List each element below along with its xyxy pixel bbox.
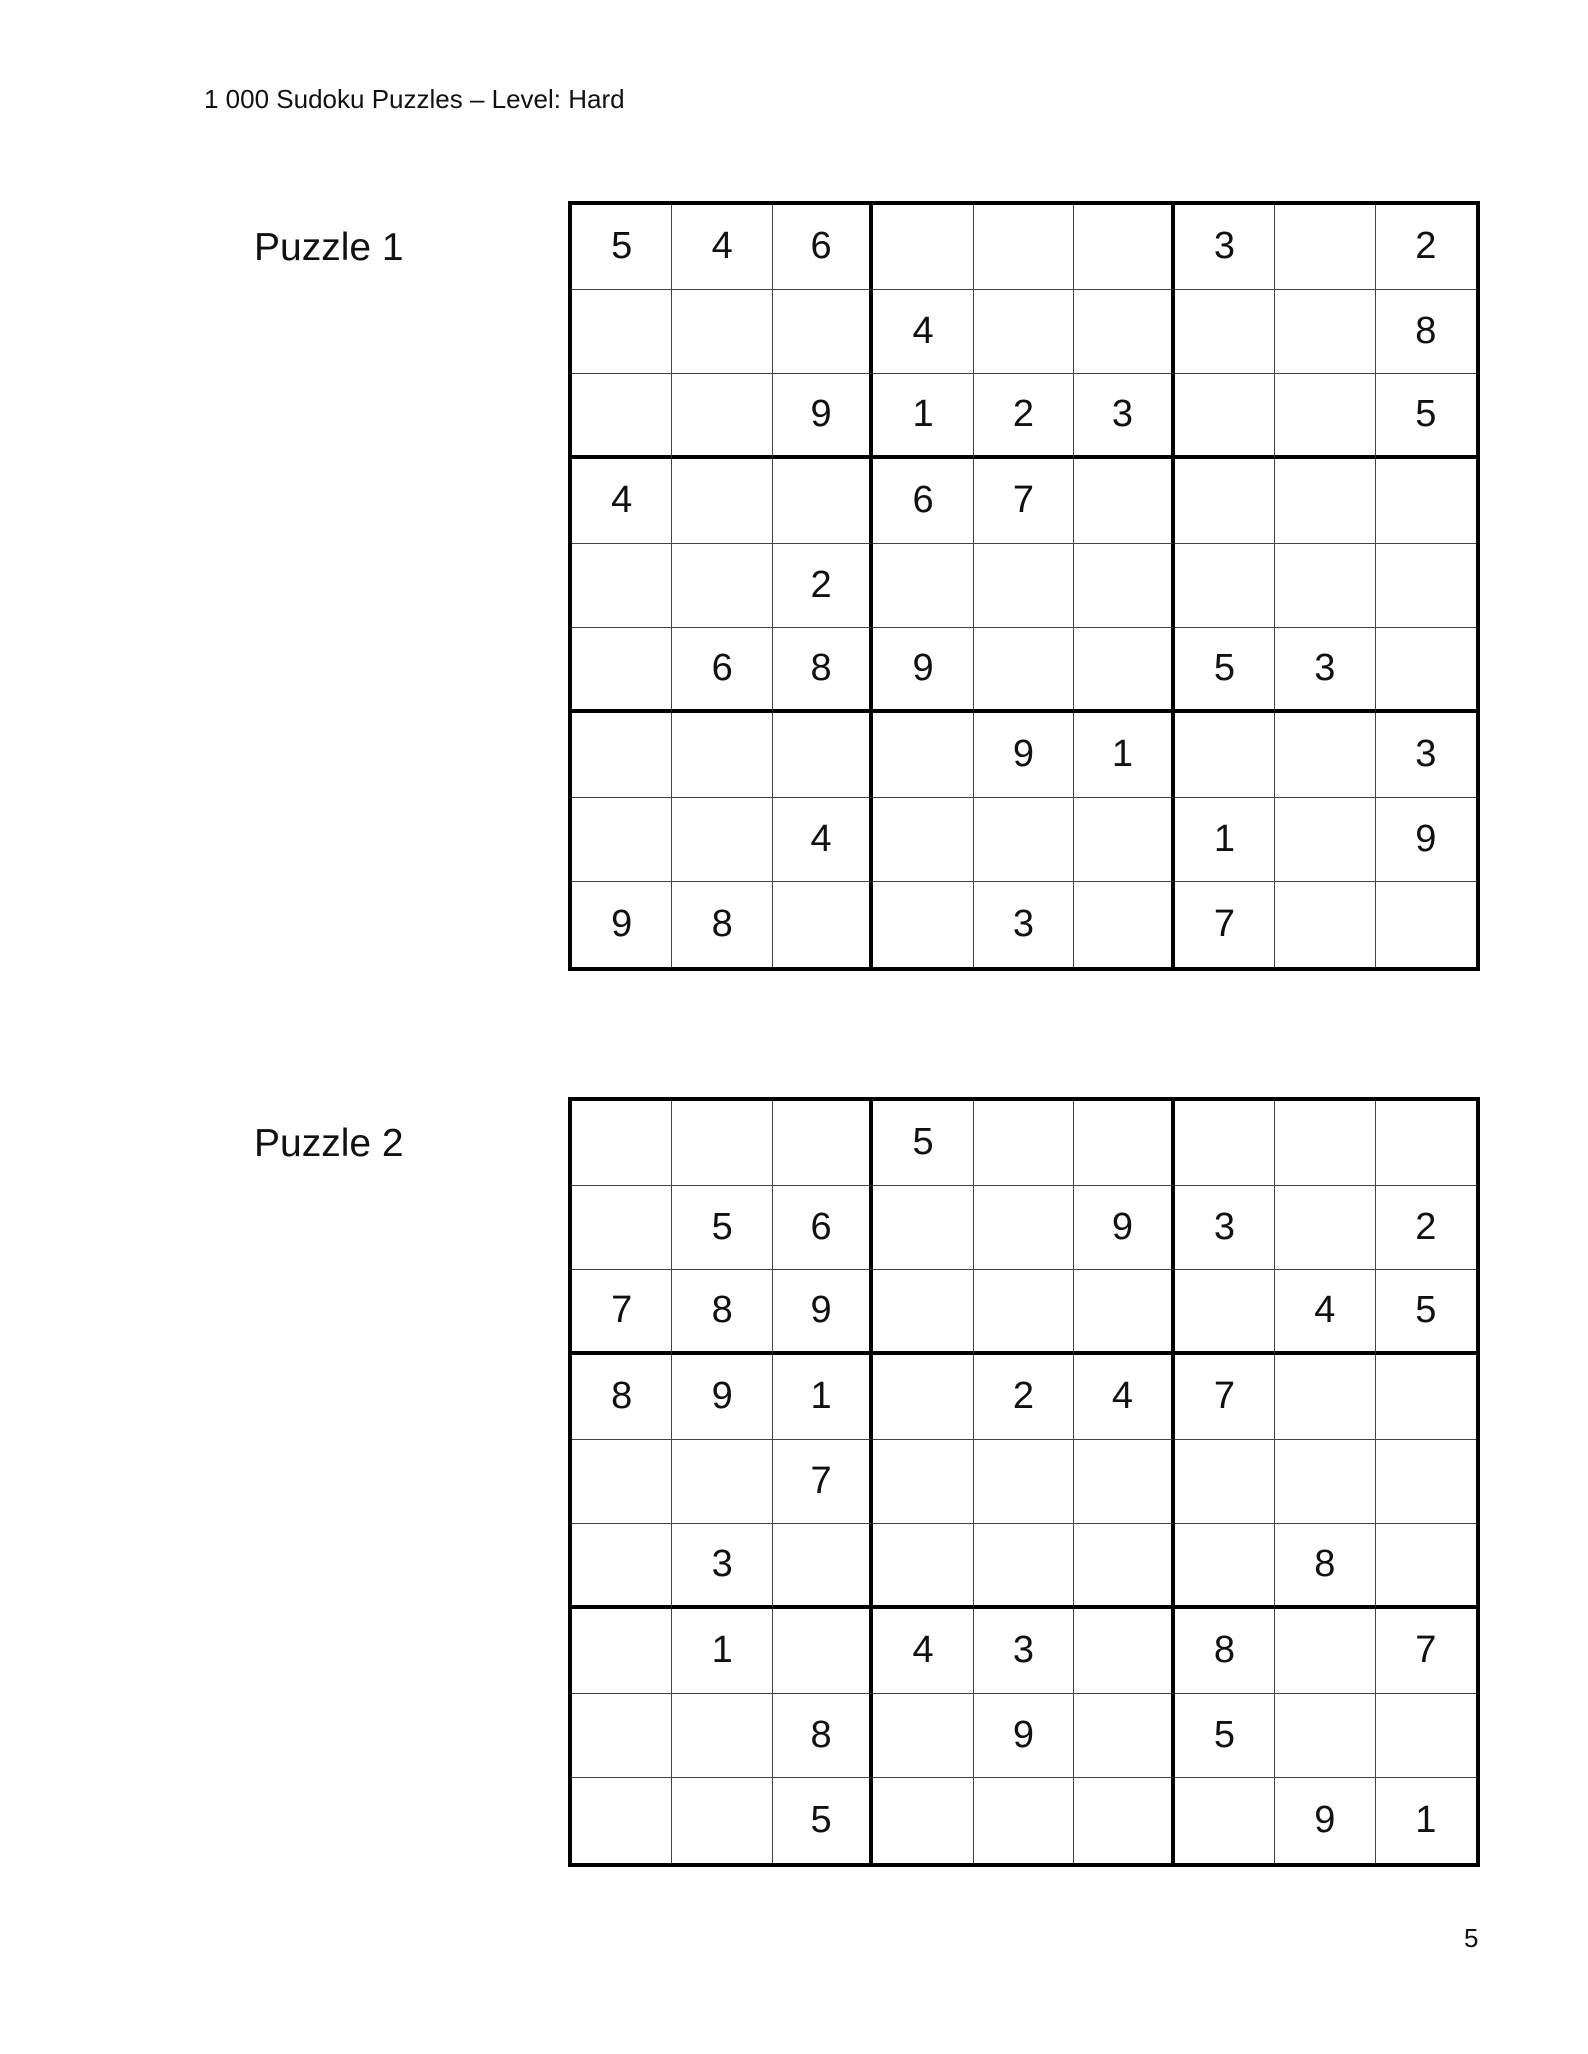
sudoku-cell [1376, 882, 1476, 967]
sudoku-cell [1175, 459, 1275, 544]
sudoku-cell [1074, 1524, 1174, 1609]
sudoku-cell: 7 [1175, 1355, 1275, 1440]
sudoku-cell: 9 [974, 1694, 1074, 1779]
sudoku-cell: 8 [1376, 290, 1476, 375]
sudoku-cell [572, 290, 672, 375]
sudoku-cell: 4 [873, 290, 973, 375]
sudoku-cell: 2 [1376, 1186, 1476, 1271]
sudoku-cell [1275, 1355, 1375, 1440]
sudoku-cell: 6 [773, 205, 873, 290]
puzzle-1-label: Puzzle 1 [254, 226, 404, 269]
sudoku-cell [1376, 1355, 1476, 1440]
sudoku-cell [773, 290, 873, 375]
sudoku-cell [974, 798, 1074, 883]
sudoku-cell [773, 713, 873, 798]
sudoku-cell [672, 1694, 772, 1779]
sudoku-cell [974, 544, 1074, 629]
sudoku-cell [873, 1694, 973, 1779]
sudoku-cell [974, 628, 1074, 713]
sudoku-cell: 9 [1376, 798, 1476, 883]
sudoku-cell [974, 1101, 1074, 1186]
sudoku-cell: 7 [974, 459, 1074, 544]
sudoku-cell [873, 1778, 973, 1863]
sudoku-cell: 9 [672, 1355, 772, 1440]
sudoku-cell [572, 374, 672, 459]
sudoku-cell: 6 [672, 628, 772, 713]
sudoku-cell [1074, 1270, 1174, 1355]
sudoku-cell [873, 1186, 973, 1271]
sudoku-cell [974, 1186, 1074, 1271]
sudoku-cell [1175, 1524, 1275, 1609]
sudoku-cell [672, 459, 772, 544]
sudoku-cell: 5 [873, 1101, 973, 1186]
sudoku-cell [1175, 1270, 1275, 1355]
sudoku-cell [672, 290, 772, 375]
puzzle-2-label: Puzzle 2 [254, 1122, 404, 1165]
sudoku-cell [1074, 798, 1174, 883]
page-number: 5 [1464, 1923, 1479, 1953]
sudoku-cell: 3 [1175, 1186, 1275, 1271]
sudoku-cell [672, 544, 772, 629]
sudoku-cell [1376, 1524, 1476, 1609]
sudoku-cell [1275, 1101, 1375, 1186]
sudoku-cell: 1 [873, 374, 973, 459]
sudoku-cell [1074, 1694, 1174, 1779]
sudoku-cell: 5 [1376, 1270, 1476, 1355]
sudoku-cell: 6 [873, 459, 973, 544]
sudoku-cell: 1 [1175, 798, 1275, 883]
sudoku-cell [873, 544, 973, 629]
sudoku-cell [1074, 1440, 1174, 1525]
sudoku-cell [1074, 1101, 1174, 1186]
sudoku-cell: 5 [1376, 374, 1476, 459]
sudoku-cell: 3 [1275, 628, 1375, 713]
sudoku-cell: 8 [773, 628, 873, 713]
sudoku-cell: 3 [1074, 374, 1174, 459]
sudoku-cell [1074, 544, 1174, 629]
sudoku-cell: 3 [1376, 713, 1476, 798]
sudoku-cell [572, 628, 672, 713]
sudoku-cell [773, 1609, 873, 1694]
sudoku-cell [873, 1270, 973, 1355]
sudoku-cell: 9 [773, 1270, 873, 1355]
sudoku-cell [873, 713, 973, 798]
sudoku-cell [1275, 205, 1375, 290]
sudoku-cell [1074, 290, 1174, 375]
sudoku-cell [974, 1440, 1074, 1525]
sudoku-cell [1376, 459, 1476, 544]
sudoku-cell [1376, 1440, 1476, 1525]
sudoku-cell [672, 1101, 772, 1186]
sudoku-cell: 7 [1376, 1609, 1476, 1694]
sudoku-cell: 4 [672, 205, 772, 290]
sudoku-cell: 5 [572, 205, 672, 290]
sudoku-cell [672, 798, 772, 883]
sudoku-cell: 3 [672, 1524, 772, 1609]
sudoku-cell [572, 1440, 672, 1525]
sudoku-cell [773, 459, 873, 544]
puzzle-2-grid [568, 1097, 1480, 1867]
sudoku-cell: 3 [974, 882, 1074, 967]
sudoku-cell [773, 882, 873, 967]
sudoku-cell [1275, 290, 1375, 375]
sudoku-cell: 5 [773, 1778, 873, 1863]
sudoku-cell [773, 1101, 873, 1186]
sudoku-cell [1275, 374, 1375, 459]
sudoku-cell [974, 1524, 1074, 1609]
sudoku-cell [974, 205, 1074, 290]
sudoku-cell: 4 [572, 459, 672, 544]
sudoku-cell [873, 1524, 973, 1609]
sudoku-cell: 7 [572, 1270, 672, 1355]
sudoku-cell [1275, 1609, 1375, 1694]
sudoku-cell [1376, 544, 1476, 629]
sudoku-cell [1175, 1101, 1275, 1186]
sudoku-cell [1175, 374, 1275, 459]
sudoku-cell: 9 [1074, 1186, 1174, 1271]
sudoku-cell: 1 [672, 1609, 772, 1694]
sudoku-cell [672, 713, 772, 798]
sudoku-cell: 8 [773, 1694, 873, 1779]
sudoku-cell [1074, 459, 1174, 544]
sudoku-cell: 2 [1376, 205, 1476, 290]
sudoku-cell [572, 1101, 672, 1186]
sudoku-cell: 9 [773, 374, 873, 459]
sudoku-cell: 7 [773, 1440, 873, 1525]
sudoku-cell: 9 [873, 628, 973, 713]
sudoku-cell [1275, 1186, 1375, 1271]
sudoku-cell [1074, 1609, 1174, 1694]
sudoku-cell: 1 [773, 1355, 873, 1440]
sudoku-cell [1175, 713, 1275, 798]
sudoku-cell [572, 544, 672, 629]
sudoku-cell [1376, 628, 1476, 713]
sudoku-cell [672, 1440, 772, 1525]
sudoku-cell [1275, 459, 1375, 544]
sudoku-cell [572, 798, 672, 883]
sudoku-cell [1376, 1694, 1476, 1779]
sudoku-cell: 5 [1175, 628, 1275, 713]
sudoku-cell: 7 [1175, 882, 1275, 967]
sudoku-cell [773, 1524, 873, 1609]
sudoku-cell [1275, 798, 1375, 883]
sudoku-cell: 9 [974, 713, 1074, 798]
sudoku-cell [1074, 205, 1174, 290]
sudoku-cell: 5 [672, 1186, 772, 1271]
puzzle-1-grid [568, 201, 1480, 971]
sudoku-cell: 3 [974, 1609, 1074, 1694]
sudoku-cell [873, 1440, 973, 1525]
sudoku-cell: 1 [1415, 1799, 1437, 1842]
sudoku-cell: 4 [773, 798, 873, 883]
sudoku-cell: 8 [672, 1270, 772, 1355]
page-header: 1 000 Sudoku Puzzles – Level: Hard [204, 84, 625, 114]
sudoku-cell [1074, 1778, 1174, 1863]
sudoku-cell [572, 1778, 672, 1863]
sudoku-cell [572, 1186, 672, 1271]
sudoku-cell [873, 205, 973, 290]
sudoku-cell: 3 [1175, 205, 1275, 290]
sudoku-cell: 1 [1074, 713, 1174, 798]
sudoku-cell: 9 [1275, 1778, 1375, 1863]
sudoku-cell [672, 1778, 772, 1863]
sudoku-cell: 4 [1275, 1270, 1375, 1355]
sudoku-cell [1175, 1440, 1275, 1525]
sudoku-cell [1275, 544, 1375, 629]
sudoku-cell [974, 290, 1074, 375]
sudoku-cell [572, 1694, 672, 1779]
sudoku-cell [1275, 1440, 1375, 1525]
sudoku-cell: 8 [572, 1355, 672, 1440]
sudoku-cell [572, 1524, 672, 1609]
sudoku-cell [1074, 882, 1174, 967]
sudoku-cell [873, 882, 973, 967]
sudoku-cell: 6 [773, 1186, 873, 1271]
sudoku-cell [873, 1355, 973, 1440]
sudoku-cell: 2 [974, 1355, 1074, 1440]
sudoku-cell: 5 [1175, 1694, 1275, 1779]
sudoku-cell: 2 [773, 544, 873, 629]
sudoku-cell [1275, 1694, 1375, 1779]
sudoku-cell: 8 [672, 882, 772, 967]
sudoku-cell: 8 [1175, 1609, 1275, 1694]
sudoku-cell [873, 798, 973, 883]
sudoku-cell [572, 713, 672, 798]
sudoku-cell [672, 374, 772, 459]
sudoku-cell [974, 1778, 1074, 1863]
sudoku-cell [572, 1609, 672, 1694]
sudoku-cell: 4 [1074, 1355, 1174, 1440]
sudoku-cell [1275, 713, 1375, 798]
sudoku-cell: 8 [1275, 1524, 1375, 1609]
sudoku-cell [1175, 544, 1275, 629]
sudoku-cell [1175, 1778, 1275, 1863]
sudoku-cell: 9 [572, 882, 672, 967]
sudoku-cell [1376, 1101, 1476, 1186]
sudoku-cell [1074, 628, 1174, 713]
sudoku-cell [1275, 882, 1375, 967]
sudoku-cell [1175, 290, 1275, 375]
sudoku-cell: 2 [974, 374, 1074, 459]
sudoku-cell: 4 [873, 1609, 973, 1694]
sudoku-cell [974, 1270, 1074, 1355]
